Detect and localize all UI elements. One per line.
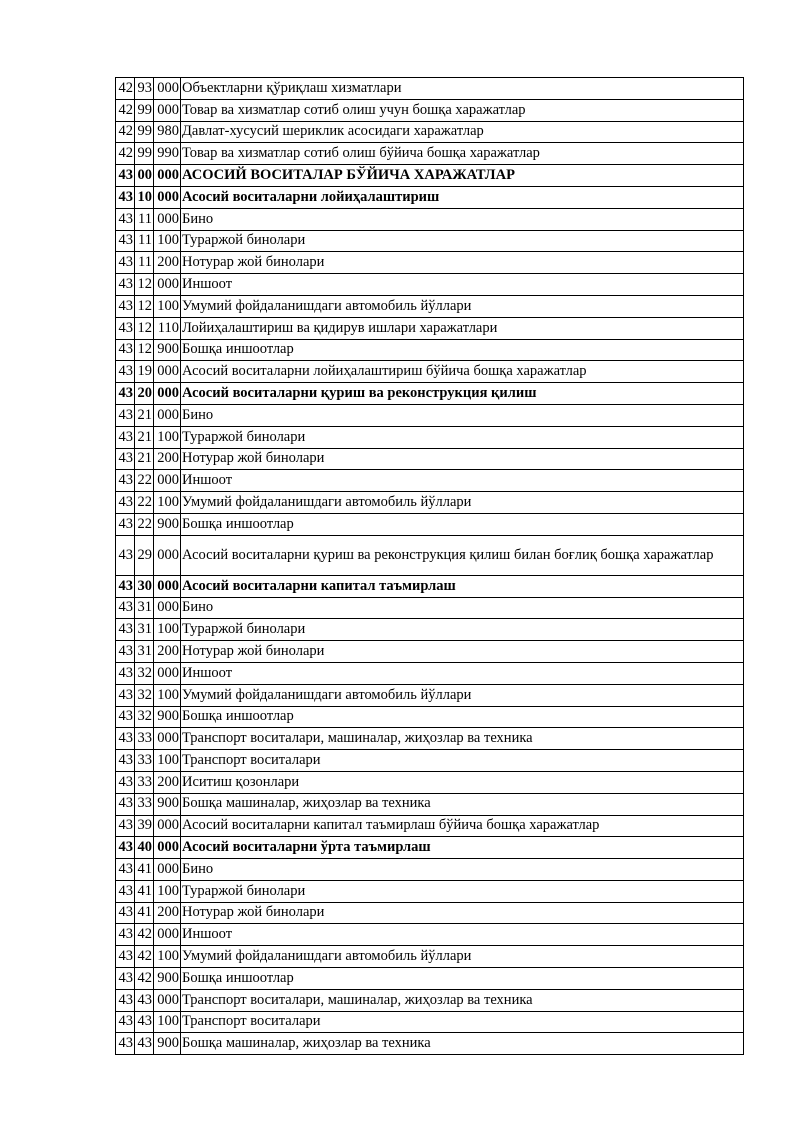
table-row xyxy=(116,619,744,641)
table-row xyxy=(116,426,744,448)
code-item-cell: 200 xyxy=(154,902,181,924)
table-row xyxy=(116,339,744,361)
code-group-cell: 43 xyxy=(116,1033,135,1055)
item-name-cell: Иншоот xyxy=(181,924,744,946)
item-name-cell: Тураржой бинолари xyxy=(181,619,744,641)
code-group-cell: 43 xyxy=(116,361,135,383)
code-item-cell: 900 xyxy=(154,706,181,728)
code-item-cell: 000 xyxy=(154,859,181,881)
code-item-cell: 100 xyxy=(154,230,181,252)
item-name-cell: Объектларни қўриқлаш хизматлари xyxy=(181,78,744,100)
code-group-cell: 43 xyxy=(116,771,135,793)
code-item-cell: 000 xyxy=(154,575,181,597)
code-group-cell: 43 xyxy=(116,339,135,361)
code-group-cell: 42 xyxy=(116,121,135,143)
code-group-cell: 43 xyxy=(116,317,135,339)
code-item-cell: 990 xyxy=(154,143,181,165)
code-item-cell: 110 xyxy=(154,317,181,339)
table-row xyxy=(116,968,744,990)
code-group-cell: 43 xyxy=(116,513,135,535)
item-name-cell: Товар ва хизматлар сотиб олиш учун бошқа харажатлар xyxy=(181,99,744,121)
code-item-cell: 000 xyxy=(154,404,181,426)
code-group-cell: 43 xyxy=(116,165,135,187)
code-item-cell: 000 xyxy=(154,383,181,405)
table-row xyxy=(116,317,744,339)
code-item-cell: 100 xyxy=(154,426,181,448)
item-name-cell: Асосий воситаларни лойиҳалаштириш бўйича бошқа харажатлар xyxy=(181,361,744,383)
code-subgroup-cell: 33 xyxy=(135,728,154,750)
item-name-cell: Бино xyxy=(181,859,744,881)
code-group-cell: 43 xyxy=(116,575,135,597)
item-name-cell: Транспорт воситалари xyxy=(181,1011,744,1033)
code-item-cell: 900 xyxy=(154,513,181,535)
code-group-cell: 43 xyxy=(116,448,135,470)
item-name-cell: Иншоот xyxy=(181,662,744,684)
code-subgroup-cell: 42 xyxy=(135,924,154,946)
code-group-cell: 43 xyxy=(116,662,135,684)
code-subgroup-cell: 99 xyxy=(135,99,154,121)
code-group-cell: 43 xyxy=(116,880,135,902)
code-group-cell: 43 xyxy=(116,230,135,252)
code-item-cell: 000 xyxy=(154,728,181,750)
item-name-cell: Асосий воситаларни капитал таъмирлаш xyxy=(181,575,744,597)
item-name-cell: Нотурар жой бинолари xyxy=(181,252,744,274)
code-group-cell: 43 xyxy=(116,295,135,317)
code-subgroup-cell: 31 xyxy=(135,597,154,619)
code-subgroup-cell: 41 xyxy=(135,859,154,881)
code-group-cell: 43 xyxy=(116,989,135,1011)
item-name-cell: Нотурар жой бинолари xyxy=(181,641,744,663)
code-item-cell: 900 xyxy=(154,793,181,815)
code-item-cell: 000 xyxy=(154,815,181,837)
code-group-cell: 43 xyxy=(116,750,135,772)
table-row xyxy=(116,641,744,663)
code-subgroup-cell: 00 xyxy=(135,165,154,187)
code-subgroup-cell: 40 xyxy=(135,837,154,859)
table-row xyxy=(116,728,744,750)
code-group-cell: 43 xyxy=(116,208,135,230)
code-group-cell: 43 xyxy=(116,837,135,859)
code-item-cell: 980 xyxy=(154,121,181,143)
item-name-cell: Иситиш қозонлари xyxy=(181,771,744,793)
code-group-cell: 43 xyxy=(116,924,135,946)
code-subgroup-cell: 21 xyxy=(135,404,154,426)
table-row xyxy=(116,165,744,187)
code-subgroup-cell: 11 xyxy=(135,230,154,252)
item-name-cell: Тураржой бинолари xyxy=(181,880,744,902)
code-item-cell: 900 xyxy=(154,968,181,990)
code-item-cell: 000 xyxy=(154,78,181,100)
code-group-cell: 43 xyxy=(116,946,135,968)
code-item-cell: 000 xyxy=(154,274,181,296)
item-name-cell: Асосий воситаларни қуриш ва реконструкция қилиш билан боғлиқ бошқа харажатлар xyxy=(181,535,744,575)
code-item-cell: 000 xyxy=(154,186,181,208)
code-subgroup-cell: 41 xyxy=(135,880,154,902)
code-item-cell: 000 xyxy=(154,99,181,121)
code-item-cell: 100 xyxy=(154,619,181,641)
table-row xyxy=(116,684,744,706)
table-row xyxy=(116,771,744,793)
item-name-cell: Транспорт воситалари xyxy=(181,750,744,772)
item-name-cell: Тураржой бинолари xyxy=(181,230,744,252)
table-body xyxy=(116,78,744,1055)
code-subgroup-cell: 11 xyxy=(135,252,154,274)
code-subgroup-cell: 32 xyxy=(135,662,154,684)
table-row xyxy=(116,750,744,772)
code-group-cell: 42 xyxy=(116,78,135,100)
code-item-cell: 000 xyxy=(154,662,181,684)
code-item-cell: 000 xyxy=(154,924,181,946)
code-subgroup-cell: 12 xyxy=(135,274,154,296)
code-item-cell: 200 xyxy=(154,771,181,793)
code-subgroup-cell: 30 xyxy=(135,575,154,597)
table-row xyxy=(116,793,744,815)
code-group-cell: 43 xyxy=(116,597,135,619)
item-name-cell: Асосий воситаларни қуриш ва реконструкция қилиш xyxy=(181,383,744,405)
code-group-cell: 43 xyxy=(116,252,135,274)
item-name-cell: Иншоот xyxy=(181,470,744,492)
code-item-cell: 000 xyxy=(154,535,181,575)
code-subgroup-cell: 21 xyxy=(135,426,154,448)
table-row xyxy=(116,1011,744,1033)
code-subgroup-cell: 22 xyxy=(135,492,154,514)
table-row xyxy=(116,535,744,575)
code-subgroup-cell: 22 xyxy=(135,470,154,492)
code-group-cell: 43 xyxy=(116,492,135,514)
table-row xyxy=(116,989,744,1011)
code-item-cell: 100 xyxy=(154,295,181,317)
table-row xyxy=(116,186,744,208)
table-row xyxy=(116,470,744,492)
table-row xyxy=(116,230,744,252)
item-name-cell: Бино xyxy=(181,597,744,619)
code-group-cell: 43 xyxy=(116,968,135,990)
code-group-cell: 43 xyxy=(116,641,135,663)
code-group-cell: 43 xyxy=(116,426,135,448)
item-name-cell: Бино xyxy=(181,404,744,426)
code-subgroup-cell: 22 xyxy=(135,513,154,535)
table-row xyxy=(116,121,744,143)
code-subgroup-cell: 99 xyxy=(135,121,154,143)
table-row xyxy=(116,902,744,924)
code-subgroup-cell: 12 xyxy=(135,295,154,317)
item-name-cell: Умумий фойдаланишдаги автомобиль йўллари xyxy=(181,946,744,968)
code-group-cell: 43 xyxy=(116,684,135,706)
code-group-cell: 43 xyxy=(116,728,135,750)
code-subgroup-cell: 20 xyxy=(135,383,154,405)
table-row xyxy=(116,706,744,728)
table-row xyxy=(116,274,744,296)
table-row xyxy=(116,880,744,902)
code-item-cell: 100 xyxy=(154,880,181,902)
item-name-cell: Бошқа машиналар, жиҳозлар ва техника xyxy=(181,1033,744,1055)
code-group-cell: 43 xyxy=(116,815,135,837)
item-name-cell: Асосий воситаларни капитал таъмирлаш бўйича бошқа харажатлар xyxy=(181,815,744,837)
item-name-cell: Товар ва хизматлар сотиб олиш бўйича бошқа харажатлар xyxy=(181,143,744,165)
code-item-cell: 100 xyxy=(154,1011,181,1033)
code-group-cell: 43 xyxy=(116,793,135,815)
code-subgroup-cell: 41 xyxy=(135,902,154,924)
code-subgroup-cell: 29 xyxy=(135,535,154,575)
item-name-cell: Бошқа иншоотлар xyxy=(181,339,744,361)
code-item-cell: 100 xyxy=(154,946,181,968)
code-subgroup-cell: 11 xyxy=(135,208,154,230)
item-name-cell: Умумий фойдаланишдаги автомобиль йўллари xyxy=(181,492,744,514)
table-row xyxy=(116,208,744,230)
code-group-cell: 43 xyxy=(116,859,135,881)
code-subgroup-cell: 93 xyxy=(135,78,154,100)
table-row xyxy=(116,946,744,968)
code-subgroup-cell: 43 xyxy=(135,1033,154,1055)
table-row xyxy=(116,597,744,619)
item-name-cell: Бошқа машиналар, жиҳозлар ва техника xyxy=(181,793,744,815)
item-name-cell: Асосий воситаларни ўрта таъмирлаш xyxy=(181,837,744,859)
code-subgroup-cell: 19 xyxy=(135,361,154,383)
code-group-cell: 43 xyxy=(116,706,135,728)
code-group-cell: 43 xyxy=(116,535,135,575)
code-item-cell: 900 xyxy=(154,1033,181,1055)
code-item-cell: 100 xyxy=(154,492,181,514)
table-row xyxy=(116,837,744,859)
table-row xyxy=(116,404,744,426)
code-group-cell: 43 xyxy=(116,1011,135,1033)
table-row xyxy=(116,1033,744,1055)
item-name-cell: Тураржой бинолари xyxy=(181,426,744,448)
table-row xyxy=(116,99,744,121)
item-name-cell: Умумий фойдаланишдаги автомобиль йўллари xyxy=(181,295,744,317)
code-item-cell: 100 xyxy=(154,750,181,772)
item-name-cell: Давлат-хусусий шериклик асосидаги харажатлар xyxy=(181,121,744,143)
code-subgroup-cell: 32 xyxy=(135,706,154,728)
code-item-cell: 000 xyxy=(154,597,181,619)
code-subgroup-cell: 32 xyxy=(135,684,154,706)
item-name-cell: Бошқа иншоотлар xyxy=(181,706,744,728)
item-name-cell: Транспорт воситалари, машиналар, жиҳозлар ва техника xyxy=(181,989,744,1011)
item-name-cell: Нотурар жой бинолари xyxy=(181,902,744,924)
code-item-cell: 000 xyxy=(154,837,181,859)
code-subgroup-cell: 42 xyxy=(135,946,154,968)
code-item-cell: 200 xyxy=(154,641,181,663)
table-row xyxy=(116,361,744,383)
code-item-cell: 000 xyxy=(154,208,181,230)
code-subgroup-cell: 21 xyxy=(135,448,154,470)
code-subgroup-cell: 33 xyxy=(135,771,154,793)
table-row xyxy=(116,78,744,100)
code-item-cell: 200 xyxy=(154,448,181,470)
code-subgroup-cell: 10 xyxy=(135,186,154,208)
table-row xyxy=(116,575,744,597)
item-name-cell: Умумий фойдаланишдаги автомобиль йўллари xyxy=(181,684,744,706)
code-item-cell: 200 xyxy=(154,252,181,274)
item-name-cell: Асосий воситаларни лойиҳалаштириш xyxy=(181,186,744,208)
item-name-cell: АСОСИЙ ВОСИТАЛАР БЎЙИЧА ХАРАЖАТЛАР xyxy=(181,165,744,187)
code-item-cell: 000 xyxy=(154,470,181,492)
item-name-cell: Лойиҳалаштириш ва қидирув ишлари харажатлари xyxy=(181,317,744,339)
table-row xyxy=(116,143,744,165)
code-group-cell: 43 xyxy=(116,383,135,405)
table-row xyxy=(116,924,744,946)
code-item-cell: 100 xyxy=(154,684,181,706)
code-subgroup-cell: 31 xyxy=(135,619,154,641)
code-subgroup-cell: 12 xyxy=(135,339,154,361)
code-subgroup-cell: 31 xyxy=(135,641,154,663)
code-group-cell: 43 xyxy=(116,902,135,924)
item-name-cell: Транспорт воситалари, машиналар, жиҳозлар ва техника xyxy=(181,728,744,750)
table-row xyxy=(116,815,744,837)
code-group-cell: 43 xyxy=(116,404,135,426)
table-row xyxy=(116,295,744,317)
item-name-cell: Бино xyxy=(181,208,744,230)
table-row xyxy=(116,448,744,470)
code-group-cell: 43 xyxy=(116,619,135,641)
code-subgroup-cell: 12 xyxy=(135,317,154,339)
code-group-cell: 42 xyxy=(116,143,135,165)
table-row xyxy=(116,513,744,535)
code-subgroup-cell: 39 xyxy=(135,815,154,837)
code-group-cell: 42 xyxy=(116,99,135,121)
code-subgroup-cell: 99 xyxy=(135,143,154,165)
code-subgroup-cell: 43 xyxy=(135,1011,154,1033)
code-item-cell: 000 xyxy=(154,165,181,187)
code-item-cell: 000 xyxy=(154,361,181,383)
table-row xyxy=(116,252,744,274)
code-item-cell: 000 xyxy=(154,989,181,1011)
code-group-cell: 43 xyxy=(116,470,135,492)
budget-classification-table xyxy=(115,77,744,1055)
item-name-cell: Бошқа иншоотлар xyxy=(181,513,744,535)
code-item-cell: 900 xyxy=(154,339,181,361)
code-subgroup-cell: 43 xyxy=(135,989,154,1011)
code-subgroup-cell: 33 xyxy=(135,793,154,815)
code-subgroup-cell: 42 xyxy=(135,968,154,990)
item-name-cell: Иншоот xyxy=(181,274,744,296)
table-row xyxy=(116,859,744,881)
item-name-cell: Нотурар жой бинолари xyxy=(181,448,744,470)
code-group-cell: 43 xyxy=(116,274,135,296)
table-row xyxy=(116,383,744,405)
table-row xyxy=(116,662,744,684)
code-group-cell: 43 xyxy=(116,186,135,208)
table-row xyxy=(116,492,744,514)
code-subgroup-cell: 33 xyxy=(135,750,154,772)
item-name-cell: Бошқа иншоотлар xyxy=(181,968,744,990)
